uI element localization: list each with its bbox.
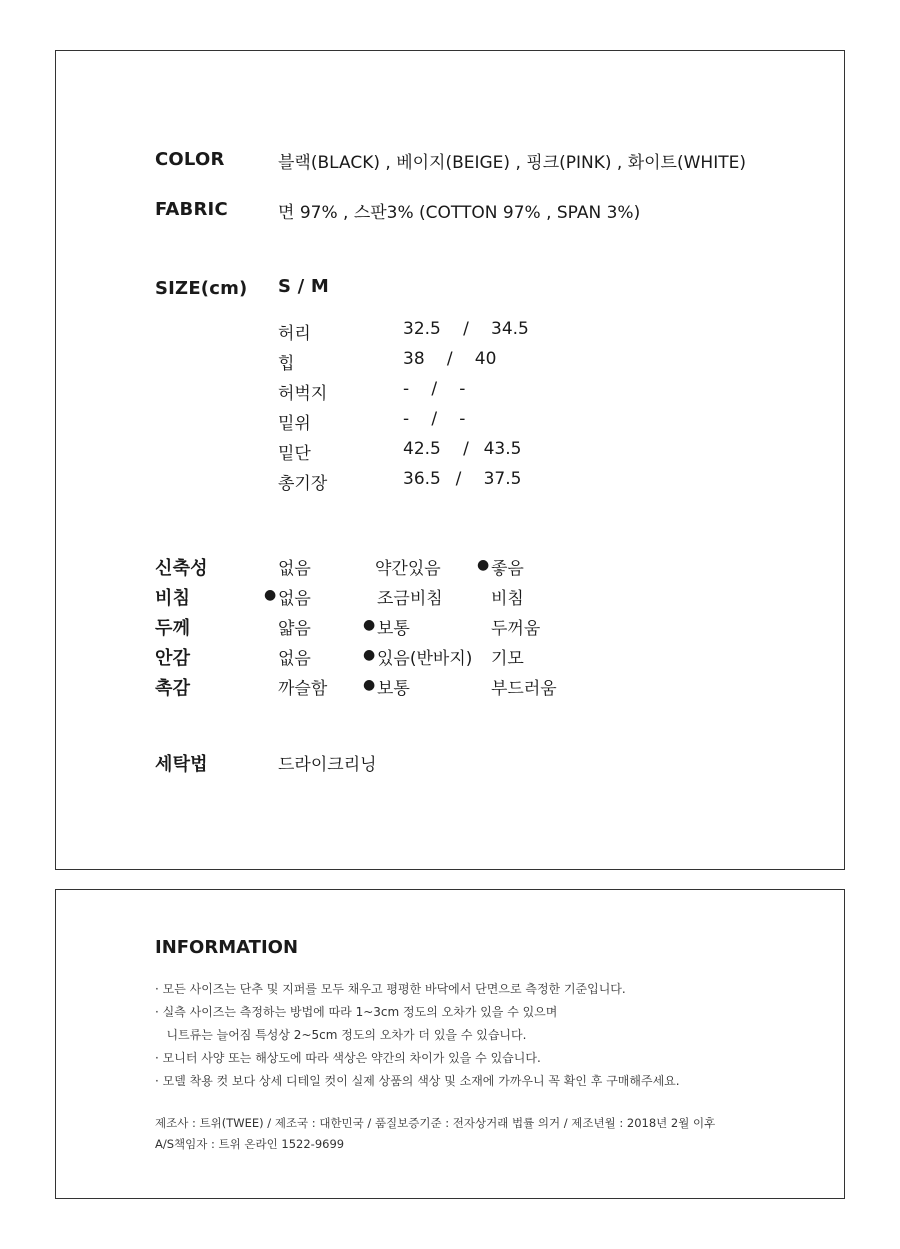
attribute-option-selected: 있음(반바지) bbox=[377, 649, 473, 669]
attribute-option: 없음 bbox=[278, 559, 311, 579]
attribute-option-selected: 없음 bbox=[278, 589, 311, 609]
size-row-value: 36.5 / 37.5 bbox=[403, 469, 522, 489]
attribute-option: 부드러움 bbox=[491, 679, 557, 699]
info-note: · 모니터 사양 또는 해상도에 따라 색상은 약간의 차이가 있을 수 있습니다. bbox=[155, 1051, 541, 1065]
fabric-value: 면 97% , 스판3% (COTTON 97% , SPAN 3%) bbox=[278, 203, 641, 223]
info-note: · 실측 사이즈는 측정하는 방법에 따라 1~3cm 정도의 오차가 있을 수 있으며 bbox=[155, 1005, 558, 1019]
selected-bullet-icon: ● bbox=[477, 557, 490, 573]
washing-value: 드라이크리닝 bbox=[278, 755, 377, 775]
attribute-option: 조금비침 bbox=[377, 589, 443, 609]
attribute-option: 비침 bbox=[491, 589, 524, 609]
size-row-value: 42.5 / 43.5 bbox=[403, 439, 522, 459]
selected-bullet-icon: ● bbox=[264, 587, 277, 603]
info-note: · 모델 착용 컷 보다 상세 디테일 컷이 실제 상품의 색상 및 소재에 가까우니 꼭 확인 후 구매해주세요. bbox=[155, 1074, 680, 1088]
size-label: SIZE(cm) bbox=[155, 278, 248, 299]
attribute-label: 촉감 bbox=[155, 678, 191, 699]
attribute-label: 비침 bbox=[155, 588, 191, 609]
size-header: S / M bbox=[278, 276, 329, 297]
color-value: 블랙(BLACK) , 베이지(BEIGE) , 핑크(PINK) , 화이트(WHITE) bbox=[278, 153, 746, 173]
selected-bullet-icon: ● bbox=[363, 677, 376, 693]
attribute-label: 신축성 bbox=[155, 558, 208, 579]
attribute-option-selected: 보통 bbox=[377, 679, 410, 699]
information-panel bbox=[55, 889, 845, 1199]
color-label: COLOR bbox=[155, 149, 225, 170]
selected-bullet-icon: ● bbox=[363, 647, 376, 663]
selected-bullet-icon: ● bbox=[363, 617, 376, 633]
info-note: 니트류는 늘어짐 특성상 2~5cm 정도의 오차가 더 있을 수 있습니다. bbox=[155, 1028, 527, 1042]
attribute-option-selected: 좋음 bbox=[491, 559, 524, 579]
info-note: · 모든 사이즈는 단추 및 지퍼를 모두 채우고 평평한 바닥에서 단면으로 측정한 기준입니다. bbox=[155, 982, 626, 996]
information-title: INFORMATION bbox=[155, 937, 299, 958]
washing-label: 세탁법 bbox=[155, 754, 208, 775]
manufacturer-info: 제조사 : 트위(TWEE) / 제조국 : 대한민국 / 품질보증기준 : 전자상거래 법률 의거 / 제조년월 : 2018년 2월 이후 bbox=[155, 1116, 716, 1130]
size-row-name: 밑위 bbox=[278, 414, 311, 434]
attribute-option: 두꺼움 bbox=[491, 619, 541, 639]
size-row-name: 밑단 bbox=[278, 444, 311, 464]
size-row-name: 힙 bbox=[278, 354, 295, 374]
attribute-label: 안감 bbox=[155, 648, 191, 669]
size-row-value: - / - bbox=[403, 379, 466, 399]
size-row-name: 허리 bbox=[278, 324, 311, 344]
size-row-name: 총기장 bbox=[278, 474, 328, 494]
size-row-value: - / - bbox=[403, 409, 466, 429]
attribute-option: 없음 bbox=[278, 649, 311, 669]
attribute-option: 약간있음 bbox=[375, 559, 441, 579]
as-contact-info: A/S책임자 : 트위 온라인 1522-9699 bbox=[155, 1137, 345, 1151]
attribute-option: 까슬함 bbox=[278, 679, 328, 699]
size-row-name: 허벅지 bbox=[278, 384, 328, 404]
attribute-option: 기모 bbox=[491, 649, 524, 669]
product-spec-panel bbox=[55, 50, 845, 870]
size-row-value: 38 / 40 bbox=[403, 349, 497, 369]
attribute-option: 얇음 bbox=[278, 619, 311, 639]
fabric-label: FABRIC bbox=[155, 199, 228, 220]
attribute-option-selected: 보통 bbox=[377, 619, 410, 639]
size-row-value: 32.5 / 34.5 bbox=[403, 319, 529, 339]
attribute-label: 두께 bbox=[155, 618, 191, 639]
